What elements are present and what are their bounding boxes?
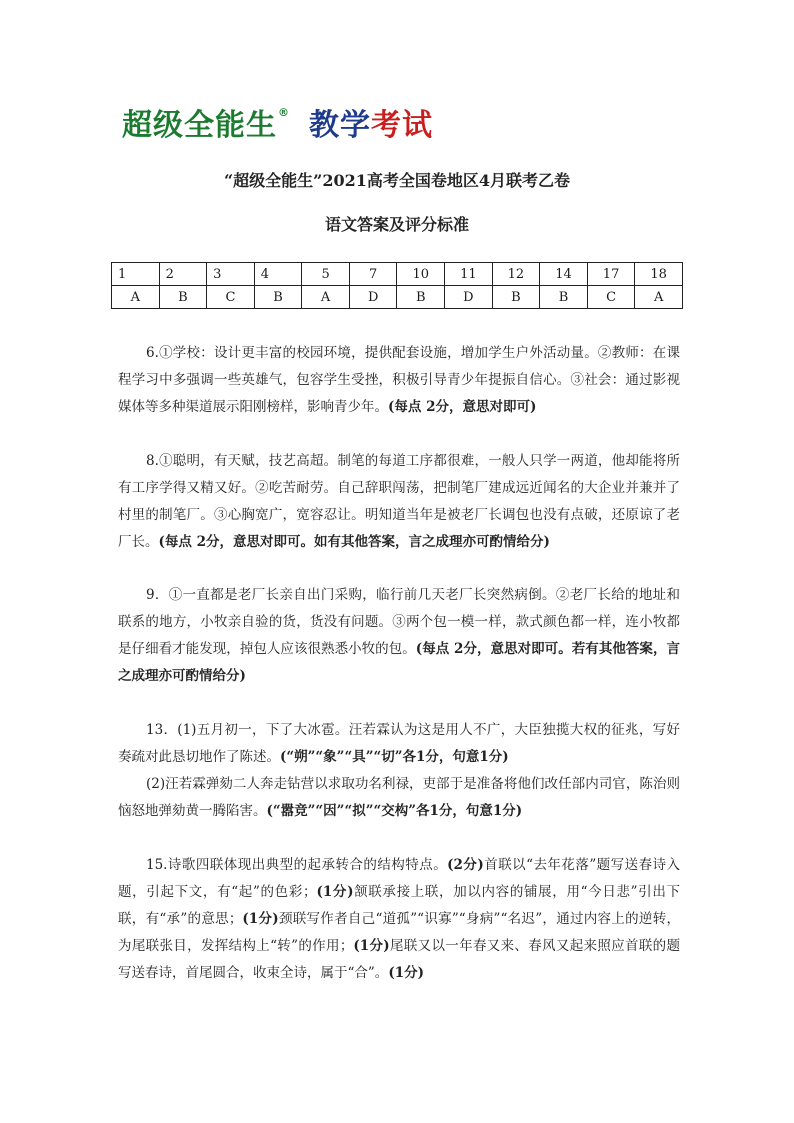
page-title: “超级全能生”2021高考全国卷地区4月联考乙卷 <box>223 171 571 190</box>
logo-brand: 超级全能生 <box>122 108 277 143</box>
answer-row <box>112 286 683 309</box>
question-number-cell: 17 <box>587 263 635 286</box>
answer-q15-text: 尾联又以一年春又来、春风又起来照应首联的题写送春诗，首尾圆合，收束全诗，属于“合”。 <box>118 938 681 981</box>
answer-q15-text: 首联以“去年花落”题写送春诗入题，引起下文，有“起”的色彩； <box>118 857 680 900</box>
question-number-cell: 14 <box>540 263 588 286</box>
answer-cell: A <box>635 286 683 309</box>
answer-cell: C <box>207 286 255 309</box>
answer-q15-mark: (1分) <box>242 911 279 927</box>
logo <box>122 106 433 146</box>
question-number-cell: 11 <box>445 263 493 286</box>
answer-cell: B <box>159 286 207 309</box>
answer-cell: A <box>112 286 160 309</box>
answer-q6 <box>118 340 680 421</box>
answer-q8-paragraph <box>118 448 680 556</box>
registered-mark: ® <box>278 106 289 119</box>
answer-q13-part2-text: (2)汪若霖弹劾二人奔走钻营以求取功名利禄，吏部于是准备将他们改任部内司官，陈治则恼怒地弹劾黄一腾陷害。 <box>118 776 680 819</box>
answer-q8 <box>118 448 680 556</box>
question-number-cell: 12 <box>492 263 540 286</box>
answer-q9-paragraph <box>118 582 680 690</box>
answer-cell: B <box>254 286 302 309</box>
answer-q13-part2-score: (“嚣竞”“因”“拟”“交构”各1分，句意1分) <box>266 803 523 819</box>
answer-cell: B <box>397 286 445 309</box>
answer-q9 <box>118 582 680 690</box>
question-number-cell: 10 <box>397 263 445 286</box>
logo-tagline-part1: 教学 <box>309 108 371 143</box>
answer-cell: C <box>587 286 635 309</box>
answer-cell: D <box>349 286 397 309</box>
answer-q15-mark: (1分) <box>388 965 424 981</box>
answer-q6-score: (每点 2分，意思对即可) <box>388 399 537 415</box>
question-number-cell: 5 <box>302 263 350 286</box>
answer-q8-text: 8.①聪明，有天赋，技艺高超。制笔的每道工序都很难，一般人只学一两道，他却能将所有工序学得又精又好。②吃苦耐劳。自己辞职闯荡，把制笔厂建成远近闻名的大企业并兼并了村里的制笔厂。③心胸宽广，宽容忍让。明知道当年是被老厂长调包也没有点破，还原谅了老厂长。 <box>118 453 680 550</box>
answer-q8-score: (每点 2分，意思对即可。如有其他答案，言之成理亦可酌情给分) <box>158 534 550 550</box>
answer-q15-paragraph <box>118 852 680 987</box>
answer-q6-paragraph <box>118 340 680 421</box>
answer-q15-text: 颈联写作者自己“道孤”“识寡”“身病”“名迟”，通过内容上的逆转，为尾联张目，发挥结构上“转”的作用； <box>118 911 681 954</box>
answer-q13-part2 <box>118 771 680 825</box>
question-number-cell: 2 <box>159 263 207 286</box>
answer-q15-text: 15.诗歌四联体现出典型的起承转合的结构特点。 <box>146 857 448 873</box>
question-number-cell: 3 <box>207 263 255 286</box>
question-number-row <box>112 263 683 286</box>
answer-table <box>111 262 683 309</box>
question-number-cell: 7 <box>349 263 397 286</box>
answer-cell: B <box>540 286 588 309</box>
answer-q15-mark: (1分) <box>316 884 354 900</box>
answer-cell: D <box>445 286 493 309</box>
answer-q9-text: 9．①一直都是老厂长亲自出门采购，临行前几天老厂长突然病倒。②老厂长给的地址和联系的地方，小牧亲自验的货，货没有问题。③两个包一模一样，款式颜色都一样，连小牧都是仔细看才能发现，掉包人应该很熟悉小牧的包。 <box>118 587 680 657</box>
answer-q13-part1-text: 13．(1)五月初一，下了大冰雹。汪若霖认为这是用人不广，大臣独揽大权的征兆，写好奏疏对此恳切地作了陈述。 <box>118 722 680 765</box>
answer-q15-mark: (1分) <box>353 938 390 954</box>
logo-tagline-part2: 考试 <box>371 108 433 143</box>
answer-q15 <box>118 852 680 987</box>
answer-q9-score: (每点 2分，意思对即可。若有其他答案，言之成理亦可酌情给分) <box>118 641 680 684</box>
answer-cell: B <box>492 286 540 309</box>
answer-q6-text: 6.①学校：设计更丰富的校园环境，提供配套设施，增加学生户外活动量。②教师：在课程学习中多强调一些英雄气，包容学生受挫，积极引导青少年提振自信心。③社会：通过影视媒体等多种渠道展示阳刚榜样，影响青少年。 <box>118 345 680 415</box>
page-subtitle: 语文答案及评分标准 <box>324 215 469 234</box>
answer-q15-mark: (2分) <box>447 857 484 873</box>
question-number-cell: 4 <box>254 263 302 286</box>
answer-q13 <box>118 717 680 825</box>
answer-q13-part1 <box>118 717 680 771</box>
question-number-cell: 18 <box>635 263 683 286</box>
answer-q13-part1-score: (“朔”“象”“具”“切”各1分，句意1分) <box>280 749 509 765</box>
question-number-cell: 1 <box>112 263 160 286</box>
answer-q15-text: 颔联承接上联，加以内容的铺展，用“今日悲”引出下联，有“承”的意思； <box>118 884 680 927</box>
answer-cell: A <box>302 286 350 309</box>
